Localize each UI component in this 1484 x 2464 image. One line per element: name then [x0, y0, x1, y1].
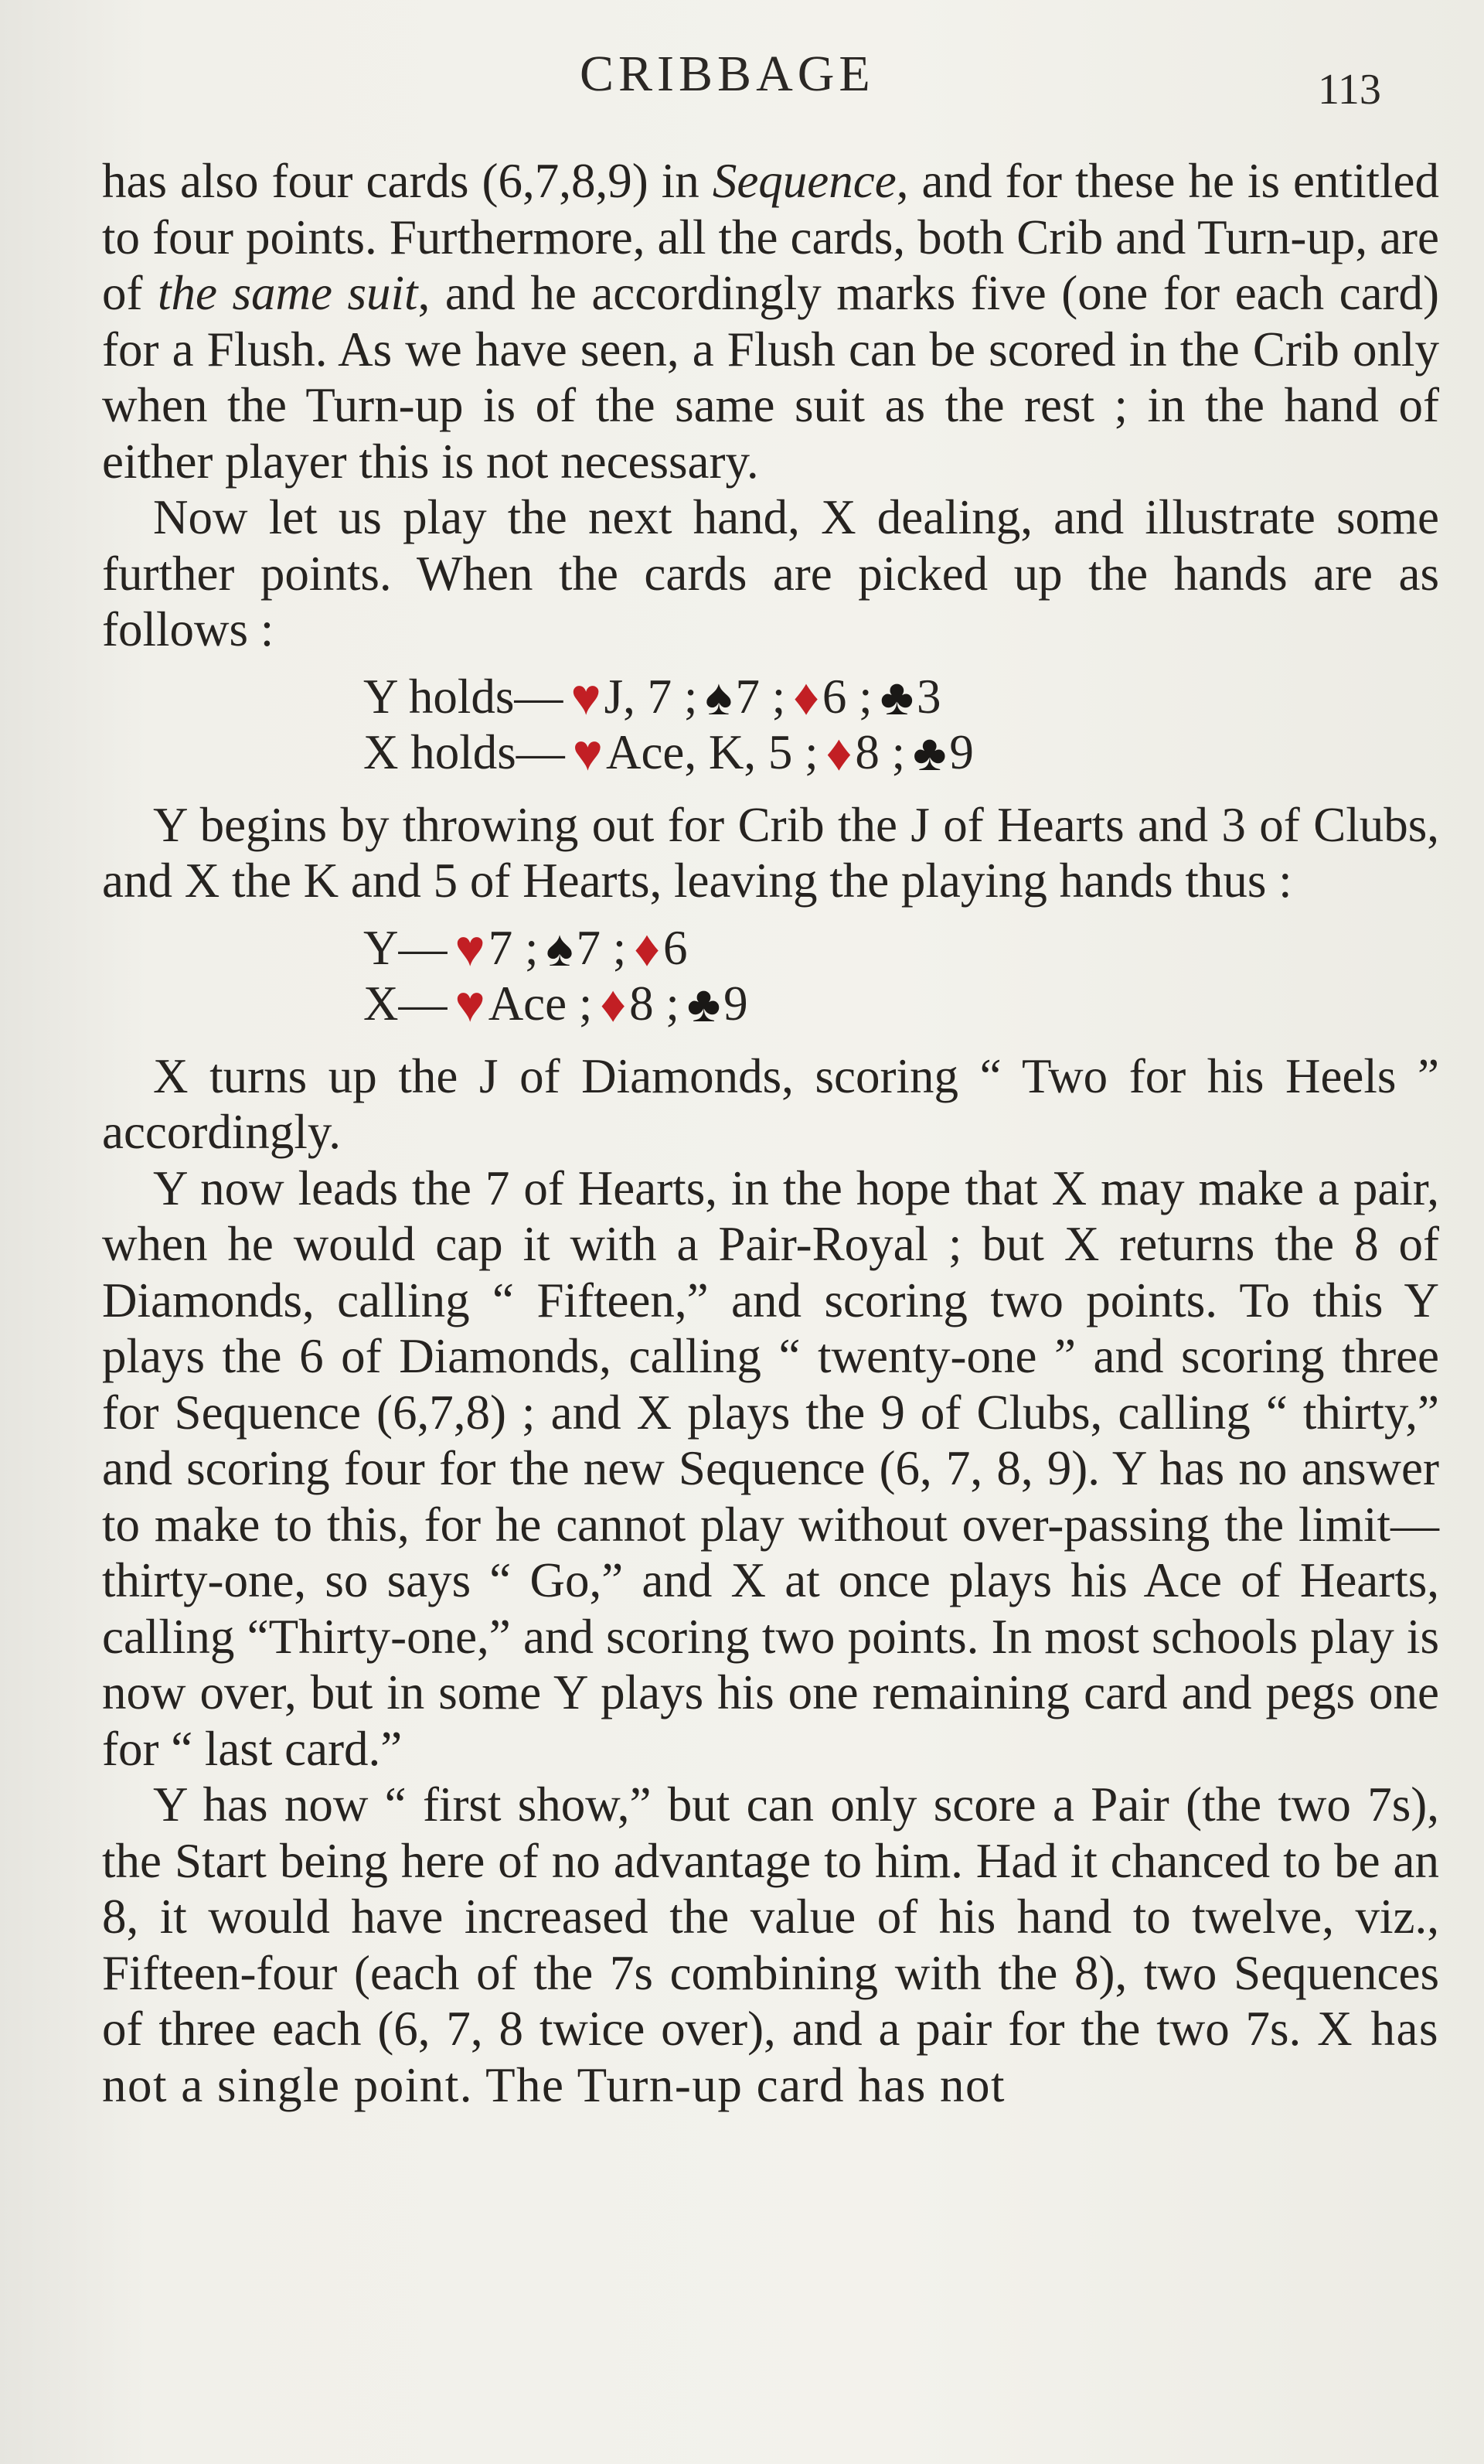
- clubs-cards: 3: [917, 669, 941, 724]
- clubs-cards: 9: [949, 724, 974, 779]
- diamond-icon: ♦: [600, 976, 627, 1033]
- paragraph-first-show: [102, 1777, 1439, 2113]
- italic-term-sequence: Sequence: [712, 154, 897, 208]
- heart-icon: ♥: [454, 976, 485, 1033]
- hearts-cards: J, 7 ;: [604, 669, 698, 724]
- x-initial-hand: [102, 724, 1439, 780]
- heart-icon: ♥: [570, 669, 601, 726]
- playing-hands: [102, 920, 1439, 1031]
- hearts-cards: Ace ;: [488, 976, 593, 1031]
- hearts-cards: Ace, K, 5 ;: [605, 724, 819, 779]
- hand-label: X holds—: [363, 724, 565, 779]
- hand-label: Y holds—: [363, 669, 563, 724]
- heart-icon: ♥: [572, 724, 603, 782]
- text-run: X has not a single point. The Turn-up card has not: [102, 2002, 1439, 2112]
- text-run: has also four cards (6,7,8,9) in: [102, 154, 713, 208]
- running-head: [0, 45, 1484, 114]
- spades-cards: 7 ;: [735, 669, 786, 724]
- body-text: [102, 153, 1439, 2113]
- diamond-icon: ♦: [793, 669, 819, 726]
- club-icon: ♣: [913, 724, 947, 782]
- diamonds-cards: 6 ;: [822, 669, 873, 724]
- diamonds-cards: 6: [662, 920, 688, 975]
- heart-icon: ♥: [454, 920, 485, 977]
- paragraph-next-hand: Now let us play the next hand, X dealing, and illustrate some further points. When the cards are picked up the hands are as follows :: [102, 490, 1439, 656]
- diamond-icon: ♦: [825, 724, 853, 782]
- hand-label: X—: [363, 976, 448, 1031]
- spade-icon: ♠: [546, 920, 574, 977]
- spades-cards: 7 ;: [576, 920, 627, 975]
- diamonds-cards: 8 ;: [629, 976, 679, 1031]
- y-initial-hand: [102, 669, 1439, 724]
- diamond-icon: ♦: [634, 920, 660, 977]
- text-run: , and for these he is entitled to four points. Furthermore, all the cards, both Crib and Turn-up, are of: [102, 154, 1439, 320]
- clubs-cards: 9: [723, 976, 748, 1031]
- text-run: Y has now “ first show,” but can only score a Pair (the two 7s), the Start being here of no advantage to him. Had it chanced to be an 8, it would have increased the value of his hand to twelve, viz., Fifteen-four (each of the 7s combining with the 8), two Sequences of three each (6, 7, 8 twice over), and a pair for the two 7s.: [102, 1777, 1439, 2056]
- paragraph-flush: [102, 153, 1439, 489]
- paragraph-turn-up: X turns up the J of Diamonds, scoring “ Two for his Heels ” accordingly.: [102, 1048, 1439, 1159]
- club-icon: ♣: [686, 976, 721, 1033]
- page-number: 113: [1318, 66, 1381, 114]
- paragraph-play: Y now leads the 7 of Hearts, in the hope that X may make a pair, when he would cap it with a Pair-Royal ; but X returns the 8 of Diamonds, calling “ Fifteen,” and scoring two points. To this Y plays the 6 of Diamonds, calling “ twenty-one ” and scoring three for Sequence (6,7,8) ; and X plays the 9 of Clubs, calling “ thirty,” and scoring four for the new Sequence (6, 7, 8, 9). Y has no answer to make to this, for he cannot play without over-passing the limit—thirty-one, so says “ Go,” and X at once plays his Ace of Hearts, calling “Thirty-one,” and scoring two points. In most schools play is now over, but in some Y plays his one remaining card and pegs one for “ last card.”: [102, 1160, 1439, 1776]
- italic-term-same-suit: the same suit: [158, 266, 418, 320]
- y-playing-hand: [102, 920, 1439, 976]
- club-icon: ♣: [880, 669, 914, 726]
- paragraph-crib-throw: Y begins by throwing out for Crib the J of Hearts and 3 of Clubs, and X the K and 5 of Hearts, leaving the playing hands thus :: [102, 797, 1439, 908]
- diamonds-cards: 8 ;: [855, 724, 906, 779]
- spade-icon: ♠: [705, 669, 733, 726]
- text-run: , and he accordingly marks five (one for each card) for a Flush. As we have seen, a Flush can be scored in the Crib only when the Turn-up is of the same suit as the rest ; in the hand of either player this is not necessary.: [102, 266, 1439, 489]
- hearts-cards: 7 ;: [488, 920, 539, 975]
- page-title: CRIBBAGE: [580, 46, 875, 102]
- hand-label: Y—: [363, 920, 448, 975]
- initial-hands: [102, 669, 1439, 780]
- x-playing-hand: [102, 976, 1439, 1031]
